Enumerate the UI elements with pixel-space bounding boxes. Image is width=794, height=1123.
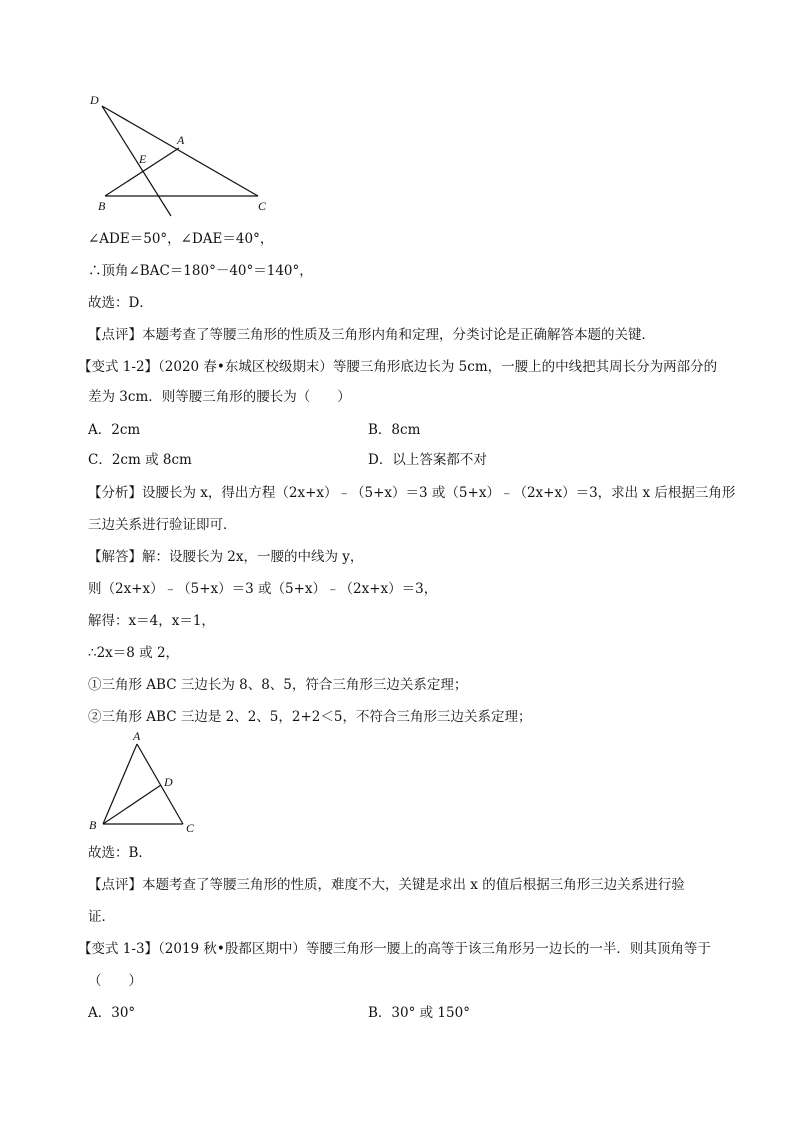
option-a: A．2cm xyxy=(88,422,141,438)
variant-1-2-question-cont: 差为 3cm．则等腰三角形的腰长为（ ） xyxy=(88,389,351,405)
triangle-figure-1 xyxy=(85,88,285,218)
comment-2-cont: 证． xyxy=(88,909,115,925)
option-b: B．8cm xyxy=(368,422,421,438)
label-A: A xyxy=(177,133,185,147)
variant-1-3-question: 【变式 1-3】（2019 秋•殷都区期中）等腰三角形一腰上的高等于该三角形另一边长的一半．则其顶角等于 xyxy=(78,941,711,957)
option-b-2: B．30° 或 150° xyxy=(368,1005,470,1021)
label-B: B xyxy=(98,199,106,213)
text-line-3: 故选：D． xyxy=(88,295,153,311)
analysis: 【分析】设腰长为 x，得出方程（2x+x）﹣（5+x）＝3 或（5+x）﹣（2x+x）＝3，求出 x 后根据三角形 xyxy=(88,485,736,501)
comment-2: 【点评】本题考查了等腰三角形的性质，难度不大，关键是求出 x 的值后根据三角形三边关系进行验 xyxy=(88,877,685,893)
text-line-1: ∠ADE＝50°，∠DAE＝40°， xyxy=(88,231,274,247)
choose-answer: 故选：B． xyxy=(88,845,152,861)
label-B: B xyxy=(89,818,97,832)
answer-line-6: ②三角形 ABC 三边是 2、2、5，2+2＜5，不符合三角形三边关系定理； xyxy=(88,709,532,725)
analysis-cont: 三边关系进行验证即可． xyxy=(88,517,237,533)
option-c: C．2cm 或 8cm xyxy=(88,452,192,468)
option-a-2: A．30° xyxy=(88,1005,136,1021)
answer-line-4: ∴2x＝8 或 2， xyxy=(88,645,180,661)
answer-line-2: 则（2x+x）﹣（5+x）＝3 或（5+x）﹣（2x+x）＝3， xyxy=(88,581,438,597)
label-E: E xyxy=(139,152,147,166)
variant-1-2-question: 【变式 1-2】（2020 春•东城区校级期末）等腰三角形底边长为 5cm，一腰上的中线把其周长分为两部分的 xyxy=(78,359,718,375)
text-line-2: ∴顶角∠BAC＝180°－40°＝140°， xyxy=(88,263,313,279)
variant-1-3-question-cont: （ ） xyxy=(88,973,142,989)
answer-line-1: 【解答】解：设腰长为 2x，一腰的中线为 y， xyxy=(88,549,364,565)
option-d: D．以上答案都不对 xyxy=(368,452,487,468)
answer-line-5: ①三角形 ABC 三边长为 8、8、5，符合三角形三边关系定理； xyxy=(88,677,468,693)
label-A: A xyxy=(133,729,141,743)
answer-line-3: 解得：x＝4，x＝1， xyxy=(88,613,215,629)
label-C: C xyxy=(186,821,195,835)
triangle-figure-2 xyxy=(85,728,215,838)
label-C: C xyxy=(258,199,267,213)
label-D: D xyxy=(164,775,173,789)
label-D: D xyxy=(90,93,99,107)
comment-1: 【点评】本题考查了等腰三角形的性质及三角形内角和定理，分类讨论是正确解答本题的关键． xyxy=(88,327,655,343)
